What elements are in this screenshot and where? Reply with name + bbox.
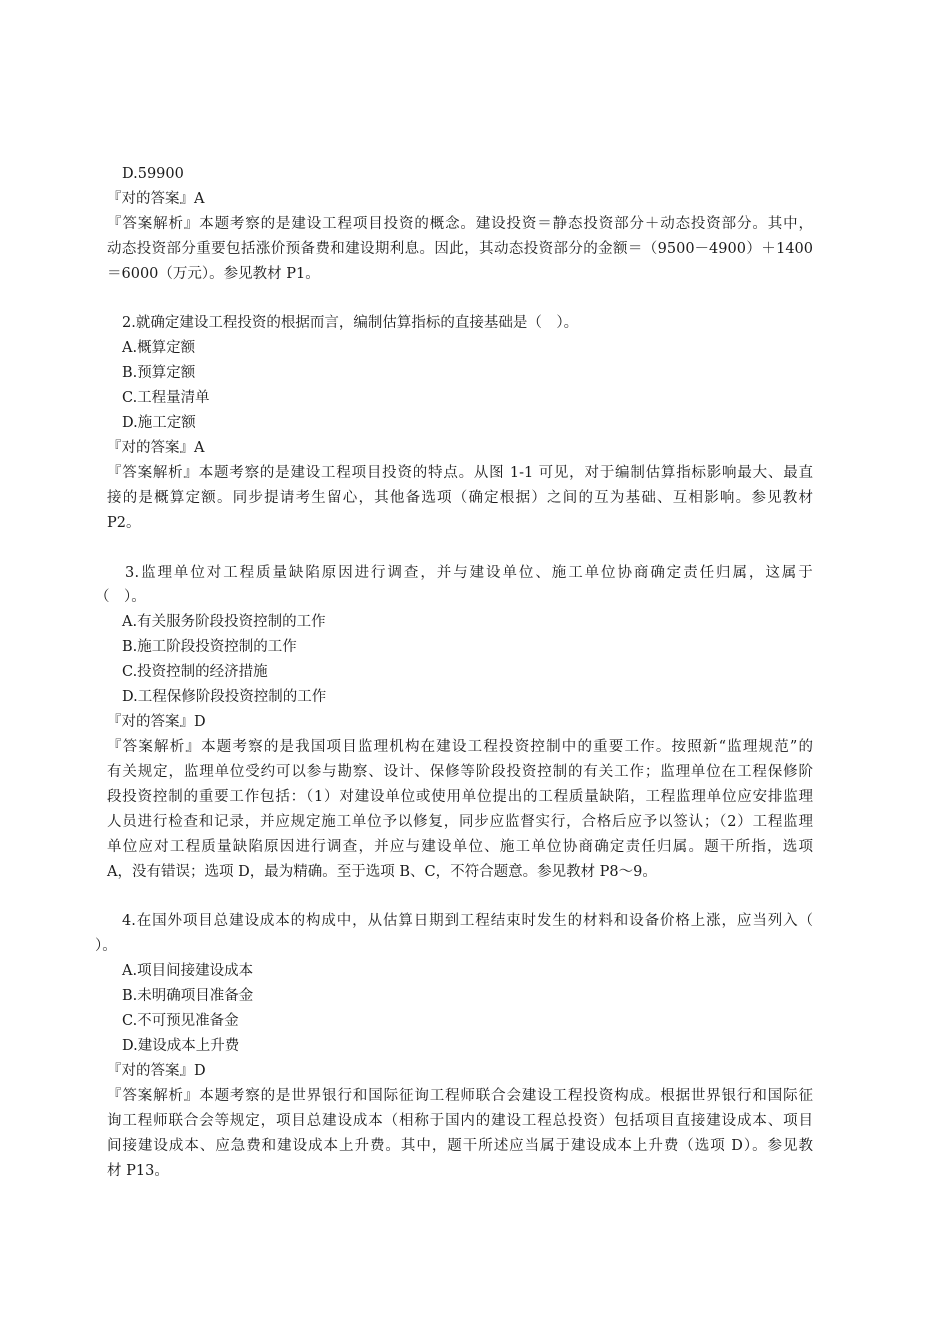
q3-analysis-line-4: 人员进行检查和记录，并应规定施工单位予以修复，同步应监督实行，合格后应予以签认；（2）工程监理 (107, 814, 813, 830)
q3-analysis-line-2: 有关规定，监理单位受约可以参与勘察、设计、保修等阶段投资控制的有关工作；监理单位在工程保修阶 (107, 764, 813, 780)
q3-analysis-line-1: 『答案解析』本题考察的是我国项目监理机构在建设工程投资控制中的重要工作。按照新“监理规范”的 (107, 739, 813, 755)
q2-analysis-line-3: P2。 (107, 515, 141, 531)
q2-analysis-line-2: 接的是概算定额。同步提请考生留心，其他备选项（确定根据）之间的互为基础、互相影响。参见教材 (107, 490, 813, 506)
q4-option-d: D.建设成本上升费 (122, 1038, 240, 1054)
q2-analysis-line-1: 『答案解析』本题考察的是建设工程项目投资的特点。从图 1-1 可见，对于编制估算指标影响最大、最直 (107, 465, 813, 481)
q3-answer: 『对的答案』D (107, 714, 206, 730)
q4-answer: 『对的答案』D (107, 1063, 206, 1079)
q4-analysis-line-4: 材 P13。 (107, 1163, 169, 1179)
q4-option-a: A.项目间接建设成本 (122, 963, 254, 979)
q3-stem-line-2: （ ）。 (95, 589, 146, 605)
q2-stem: 2.就确定建设工程投资的根据而言，编制估算指标的直接基础是（ ）。 (122, 315, 579, 331)
q4-analysis-line-3: 间接建设成本、应急费和建设成本上升费。其中，题干所述应当属于建设成本上升费（选项 D）。参见教 (107, 1138, 813, 1154)
q1-analysis-line-2: 动态投资部分重要包括涨价预备费和建设期利息。因此，其动态投资部分的金额＝（9500－4900）＋1400 (107, 241, 813, 257)
q2-option-a: A.概算定额 (122, 340, 196, 356)
q4-stem-line-1: 4.在国外项目总建设成本的构成中，从估算日期到工程结束时发生的材料和设备价格上涨，应当列入（ (122, 913, 813, 929)
q3-option-a: A.有关服务阶段投资控制的工作 (122, 614, 326, 630)
q2-answer: 『对的答案』A (107, 440, 205, 456)
q4-analysis-line-2: 询工程师联合会等规定，项目总建设成本（相称于国内的建设工程总投资）包括项目直接建设成本、项目 (107, 1113, 813, 1129)
q1-analysis-line-1: 『答案解析』本题考察的是建设工程项目投资的概念。建设投资＝静态投资部分＋动态投资部分。其中， (107, 216, 813, 232)
q3-stem-line-1: 3.监理单位对工程质量缺陷原因进行调查，并与建设单位、施工单位协商确定责任归属，这属于 (125, 565, 813, 581)
q3-option-d: D.工程保修阶段投资控制的工作 (122, 689, 327, 705)
q4-stem-line-2: ）。 (95, 938, 117, 954)
q1-answer: 『对的答案』A (107, 191, 205, 207)
q3-analysis-line-5: 单位应对工程质量缺陷原因进行调查，并应与建设单位、施工单位协商确定责任归属。题干所指，选项 (107, 839, 813, 855)
q3-analysis-line-6: A，没有错误；选项 D，最为精确。至于选项 B、C，不符合题意。参见教材 P8～9。 (107, 864, 657, 880)
q4-option-c: C.不可预见准备金 (122, 1013, 239, 1029)
q2-option-b: B.预算定额 (122, 365, 196, 381)
q2-option-d: D.施工定额 (122, 415, 196, 431)
q1-option-d: D.59900 (122, 166, 184, 182)
q3-option-c: C.投资控制的经济措施 (122, 664, 268, 680)
q2-option-c: C.工程量清单 (122, 390, 210, 406)
q4-analysis-line-1: 『答案解析』本题考察的是世界银行和国际征询工程师联合会建设工程投资构成。根据世界银行和国际征 (107, 1088, 813, 1104)
q4-option-b: B.未明确项目准备金 (122, 988, 254, 1004)
q3-option-b: B.施工阶段投资控制的工作 (122, 639, 297, 655)
q1-analysis-line-3: ＝6000（万元）。参见教材 P1。 (107, 266, 320, 282)
q3-analysis-line-3: 段投资控制的重要工作包括：（1）对建设单位或使用单位提出的工程质量缺陷，工程监理单位应安排监理 (107, 789, 813, 805)
